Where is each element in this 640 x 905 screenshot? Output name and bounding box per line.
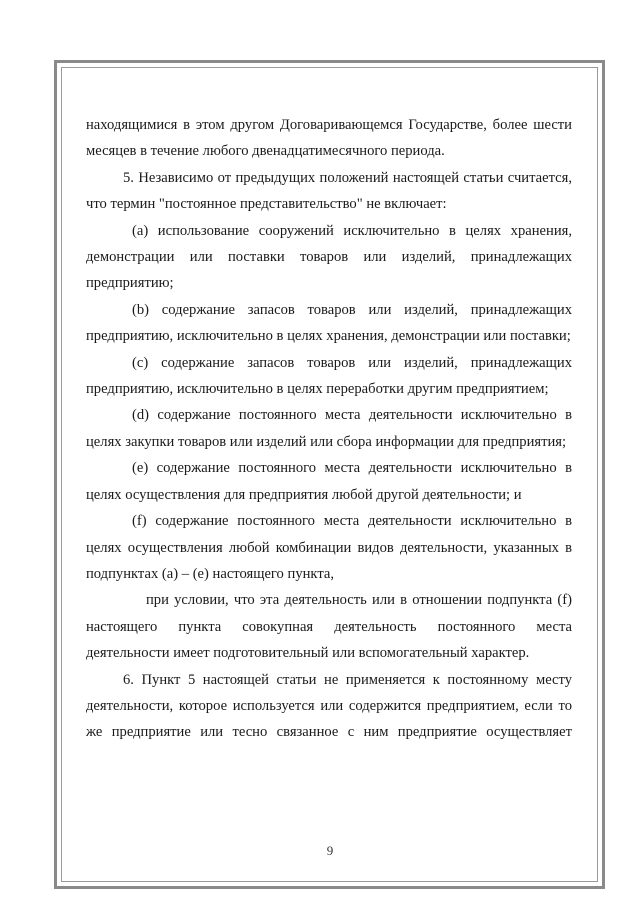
subparagraph-d: (d) содержание постоянного места деятельности исключительно в целях закупки товаров или изделий или сбора информации для предприятия; xyxy=(86,407,572,450)
page-number: 9 xyxy=(326,843,334,858)
subparagraph-e: (e) содержание постоянного места деятельности исключительно в целях осуществления для предприятия любой другой деятельности; и xyxy=(86,460,572,503)
document-body xyxy=(86,112,572,746)
subparagraph-f: (f) содержание постоянного места деятельности исключительно в целях осуществления любой комбинации видов деятельности, указанных в подпунктах (a) – (e) настоящего пункта, xyxy=(86,513,572,582)
paragraph-continuation: находящимися в этом другом Договаривающемся Государстве, более шести месяцев в течение любого двенадцатимесячного периода. xyxy=(86,117,572,160)
subparagraph-b: (b) содержание запасов товаров или изделий, принадлежащих предприятию, исключительно в целях хранения, демонстрации или поставки; xyxy=(86,301,572,345)
paragraph-item-5: 5. Независимо от предыдущих положений настоящей статьи считается, что термин "постоянное представительство" не включает: xyxy=(86,169,572,213)
paragraph-item-6: 6. Пункт 5 настоящей статьи не применяется к постоянному месту деятельности, которое используется или содержится предприятием, если то же предприятие или тесно связанное с ним предприятие осуществляет xyxy=(86,671,572,741)
subparagraph-a: (a) использование сооружений исключительно в целях хранения, демонстрации или поставки товаров или изделий, принадлежащих предприятию; xyxy=(86,222,572,292)
proviso-paragraph: при условии, что эта деятельность или в отношении подпункта (f) настоящего пункта совокупная деятельность постоянного места деятельности имеет подготовительный или вспомогательный характер. xyxy=(86,592,572,662)
subparagraph-c: (c) содержание запасов товаров или изделий, принадлежащих предприятию, исключительно в целях переработки другим предприятием; xyxy=(86,354,572,398)
